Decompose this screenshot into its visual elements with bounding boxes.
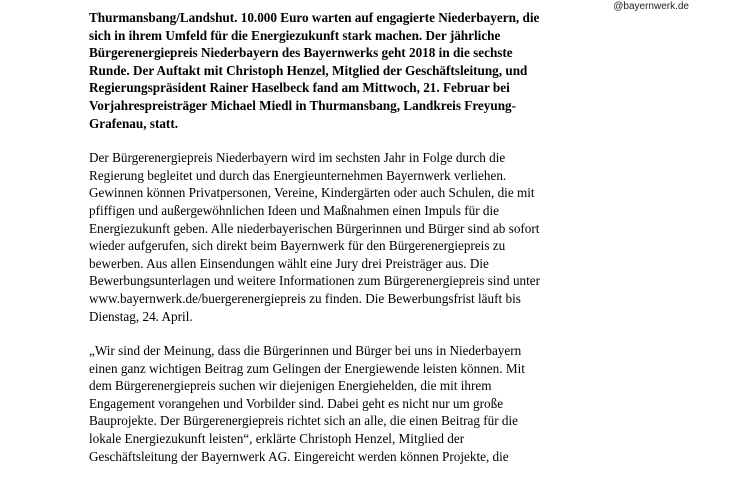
paragraph-line: Gewinnen können Privatpersonen, Vereine, Kindergärten oder auch Schulen, die mit bbox=[89, 185, 535, 201]
paragraph-line: einen ganz wichtigen Beitrag zum Gelingen der Energiewende leisten können. Mit bbox=[89, 360, 525, 376]
lead-line: Vorjahrespreisträger Michael Miedl in Thurmansbang, Landkreis Freyung- bbox=[89, 97, 517, 113]
paragraph-line: Dienstag, 24. April. bbox=[89, 308, 193, 324]
lead-line: sich in ihrem Umfeld für die Energiezukunft stark machen. Der jährliche bbox=[89, 27, 501, 43]
paragraph-line: Engagement vorangehen und Vorbilder sind. Dabei geht es nicht nur um große bbox=[89, 395, 504, 411]
lead-line: Regierungspräsident Rainer Haselbeck fand am Mittwoch, 21. Februar bei bbox=[89, 80, 510, 96]
paragraph-line: Energiezukunft geben. Alle niederbayerischen Bürgerinnen und Bürger sind ab sofort bbox=[89, 220, 540, 236]
body-paragraph-2 bbox=[89, 342, 609, 465]
paragraph-line: Der Bürgerenergiepreis Niederbayern wird im sechsten Jahr in Folge durch die bbox=[89, 150, 506, 166]
lead-line: Thurmansbang/Landshut. 10.000 Euro warten auf engagierte Niederbayern, die bbox=[89, 10, 540, 25]
body-paragraph-1 bbox=[89, 149, 609, 325]
paragraph-line: Geschäftsleitung der Bayernwerk AG. Eingereicht werden können Projekte, die bbox=[89, 448, 509, 464]
site-handle: @bayernwerk.de bbox=[613, 1, 689, 12]
paragraph-line: pfiffigen und außergewöhnlichen Ideen und Maßnahmen einen Impuls für die bbox=[89, 202, 500, 218]
paragraph-line: www.bayernwerk.de/buergerenergiepreis zu finden. Die Bewerbungsfrist läuft bis bbox=[89, 290, 521, 306]
paragraph-line: dem Bürgerenergiepreis suchen wir diejenigen Energiehelden, die mit ihrem bbox=[89, 378, 492, 394]
paragraph-line: bewerben. Aus allen Einsendungen wählt eine Jury drei Preisträger aus. Die bbox=[89, 255, 489, 271]
paragraph-line: Bauprojekte. Der Bürgerenergiepreis richtet sich an alle, die einen Beitrag für die bbox=[89, 413, 519, 429]
article-body bbox=[89, 9, 609, 482]
lead-line: Bürgerenergiepreis Niederbayern des Bayernwerks geht 2018 in die sechste bbox=[89, 45, 513, 61]
lead-line: Runde. Der Auftakt mit Christoph Henzel, Mitglied der Geschäftsleitung, und bbox=[89, 62, 528, 78]
lead-line: Grafenau, statt. bbox=[89, 115, 179, 131]
paragraph-line: „Wir sind der Meinung, dass die Bürgerinnen und Bürger bei uns in Niederbayern bbox=[89, 343, 522, 359]
paragraph-line: Regierung begleitet und durch das Energieunternehmen Bayernwerk verliehen. bbox=[89, 167, 507, 183]
paragraph-line: wieder aufgerufen, sich direkt beim Bayernwerk für den Bürgerenergiepreis zu bbox=[89, 238, 506, 254]
lead-paragraph bbox=[89, 9, 609, 132]
paragraph-line: lokale Energiezukunft leisten“, erklärte Christoph Henzel, Mitglied der bbox=[89, 431, 465, 447]
paragraph-line: Bewerbungsunterlagen und weitere Informationen zum Bürgerenergiepreis sind unter bbox=[89, 273, 541, 289]
